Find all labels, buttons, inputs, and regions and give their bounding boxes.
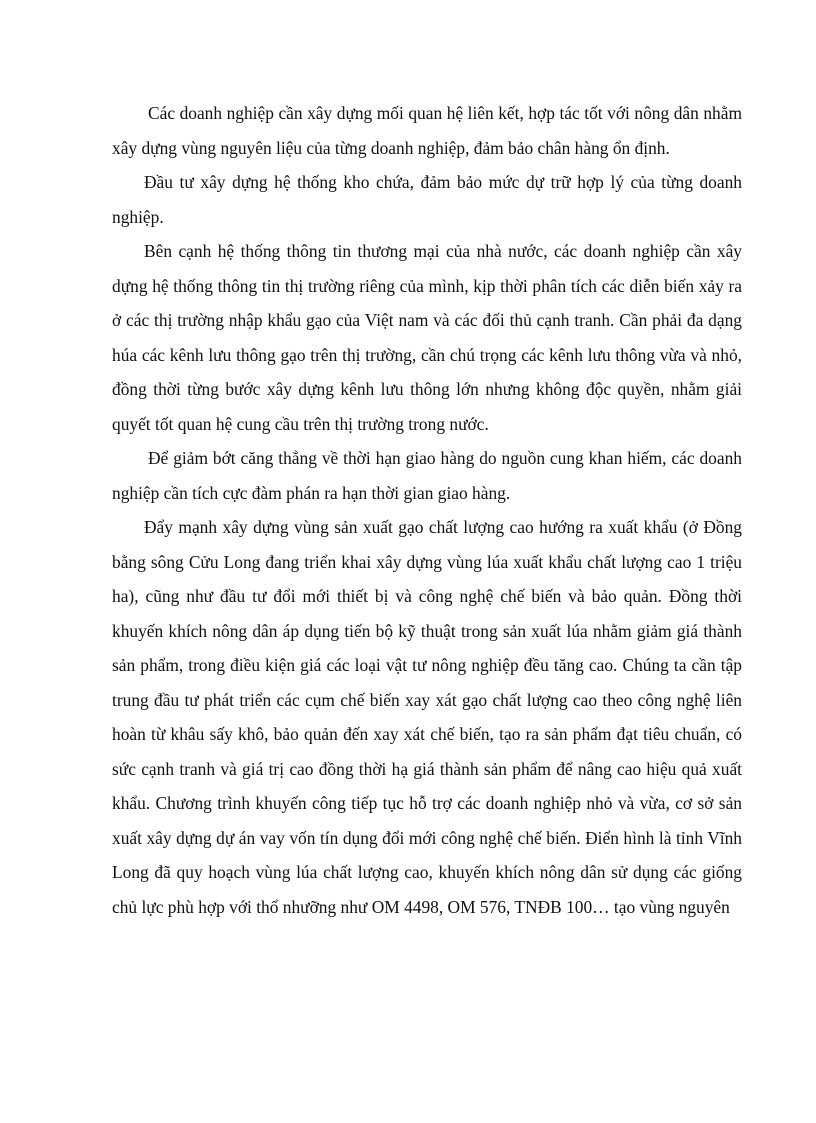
paragraph-3: Bên cạnh hệ thống thông tin thương mại của nhà nước, các doanh nghiệp cần xây dựng hệ thống thông tin thị trường riêng của mình, kịp thời phân tích các diễn biến xảy ra ở các thị trường nhập khẩu gạo của Việt nam và các đối thủ cạnh tranh. Cần phải đa dạng húa các kênh lưu thông gạo trên thị trường, cần chú trọng các kênh lưu thông vừa và nhỏ, đồng thời từng bước xây dựng kênh lưu thông lớn nhưng không độc quyền, nhằm giải quyết tốt quan hệ cung cầu trên thị trường trong nước. [112,241,742,434]
paragraph-1: Các doanh nghiệp cần xây dựng mối quan hệ liên kết, hợp tác tốt với nông dân nhằm xây dựng vùng nguyên liệu của từng doanh nghiệp, đảm bảo chân hàng ổn định. [112,103,742,158]
document-page [112,96,742,924]
paragraph-5: Đẩy mạnh xây dựng vùng sản xuất gạo chất lượng cao hướng ra xuất khẩu (ở Đồng bằng sông Cửu Long đang triển khai xây dựng vùng lúa xuất khẩu chất lượng cao 1 triệu ha), cũng như đầu tư đổi mới thiết bị và công nghệ chế biến và bảo quản. Đồng thời khuyến khích nông dân áp dụng tiến bộ kỹ thuật trong sản xuất lúa nhằm giảm giá thành sản phẩm, trong điều kiện giá các loại vật tư nông nghiệp đều tăng cao. Chúng ta cần tập trung đầu tư phát triển các cụm chế biến xay xát gạo chất lượng cao theo công nghệ liên hoàn từ khâu sấy khô, bảo quản đến xay xát chế biến, tạo ra sản phẩm đạt tiêu chuẩn, có sức cạnh tranh và giá trị cao đồng thời hạ giá thành sản phẩm để nâng cao hiệu quả xuất khẩu. Chương trình khuyến công tiếp tục hỗ trợ các doanh nghiệp nhỏ và vừa, cơ sở sản xuất xây dựng dự án vay vốn tín dụng đổi mới công nghệ chế biến. Điển hình là tỉnh Vĩnh Long đã quy hoạch vùng lúa chất lượng cao, khuyến khích nông dân sử dụng các giống chủ lực phù hợp với thổ nhưỡng như OM 4498, OM 576, TNĐB 100… tạo vùng nguyên [112,517,742,917]
paragraph-4: Để giảm bớt căng thẳng về thời hạn giao hàng do nguồn cung khan hiếm, các doanh nghiệp cần tích cực đàm phán ra hạn thời gian giao hàng. [112,448,742,503]
paragraph-2: Đầu tư xây dựng hệ thống kho chứa, đảm bảo mức dự trữ hợp lý của từng doanh nghiệp. [112,172,742,227]
